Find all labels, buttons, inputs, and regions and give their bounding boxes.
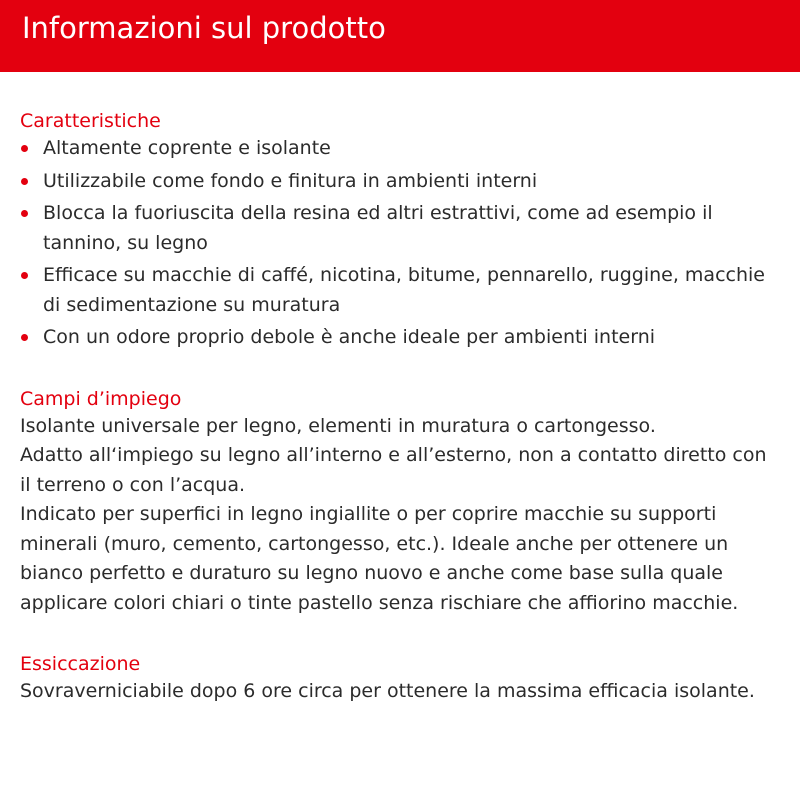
bullet-dot-icon <box>21 210 28 217</box>
header-bar <box>0 0 800 72</box>
section-essiccazione <box>20 651 780 707</box>
bullet-dot-icon <box>21 178 28 185</box>
list-item-text: Con un odore proprio debole è anche ideale per ambienti interni <box>43 326 656 348</box>
list-item <box>20 167 780 197</box>
essiccazione-paragraph: Sovraverniciabile dopo 6 ore circa per ottenere la massima efficacia isolante. <box>20 680 755 702</box>
campi-paragraph: Isolante universale per legno, elementi in muratura o cartongesso. <box>20 414 656 437</box>
campi-paragraph: Adatto all‘impiego su legno all’interno e all’esterno, non a contatto diretto con il terreno o con l’acqua. <box>20 444 767 496</box>
list-item-text: Efficace su macchie di caffé, nicotina, bitume, pennarello, ruggine, macchie di sedimentazione su muratura <box>43 264 765 316</box>
list-item-text: Altamente coprente e isolante <box>43 137 331 159</box>
list-item-text: Blocca la fuoriuscita della resina ed altri estrattivi, come ad esempio il tannino, su legno <box>43 202 713 254</box>
list-item-text: Utilizzabile come fondo e finitura in ambienti interni <box>43 169 538 192</box>
bullet-dot-icon <box>21 272 28 279</box>
section-title-essiccazione: Essiccazione <box>20 653 141 675</box>
product-info-content <box>0 72 800 707</box>
bullet-dot-icon <box>21 334 28 341</box>
section-caratteristiche <box>20 108 780 353</box>
section-title-campi-impiego: Campi d’impiego <box>20 387 182 410</box>
section-title-caratteristiche: Caratteristiche <box>20 110 161 132</box>
page-title: Informazioni sul prodotto <box>22 11 386 45</box>
section-campi-impiego <box>20 386 780 619</box>
list-item <box>20 134 780 164</box>
features-list <box>20 134 780 353</box>
list-item <box>20 199 780 258</box>
campi-paragraph: Indicato per superfici in legno ingiallite o per coprire macchie su supporti minerali (muro, cemento, cartongesso, etc.). Ideale anche per ottenere un bianco perfetto e duraturo su legno nuovo e anche come base sulla quale applicare colori chiari o tinte pastello senza rischiare che affiorino macchie. <box>20 503 739 614</box>
list-item <box>20 261 780 320</box>
bullet-dot-icon <box>21 145 28 152</box>
list-item <box>20 323 780 353</box>
